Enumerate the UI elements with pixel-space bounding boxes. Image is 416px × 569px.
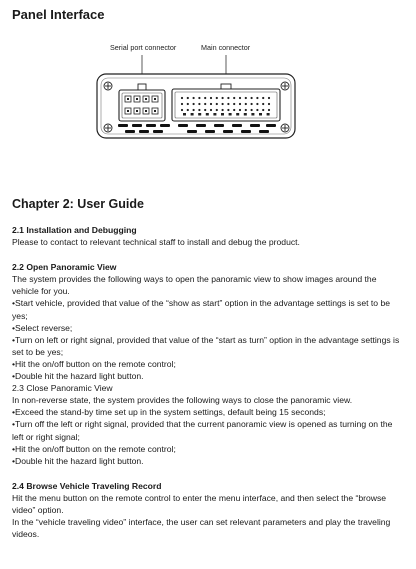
connector-pin: [229, 113, 232, 116]
connector-pin: [268, 103, 270, 105]
connector-pin: [183, 113, 186, 116]
latch-tab: [160, 124, 170, 127]
section-line: •Hit the on/off button on the remote control;: [12, 358, 176, 369]
connector-pin: [193, 109, 195, 111]
section-line: •Hit the on/off button on the remote control;: [12, 443, 176, 454]
section-line: •Double hit the hazard light button.: [12, 371, 144, 382]
section-line: Hit the menu button on the remote control to enter the menu interface, and then select the “browse video” option.: [12, 492, 387, 515]
latch-tab: [125, 130, 135, 133]
connector-pin: [210, 97, 212, 99]
screw-top-right-icon: [281, 82, 289, 90]
connector-pin: [262, 109, 264, 111]
section-line: •Start vehicle, provided that value of the “show as start” option in the advantage settings is set to be yes;: [12, 298, 391, 321]
latch-tab: [139, 130, 149, 133]
guide-section: [12, 261, 404, 467]
guide-section: [12, 480, 404, 540]
main-connector-label: Main connector: [201, 43, 251, 52]
section-heading: 2.4 Browse Vehicle Traveling Record: [12, 480, 162, 491]
latch-tab: [118, 124, 128, 127]
section-line: 2.3 Close Panoramic View: [12, 383, 113, 394]
connector-pin: [239, 103, 241, 105]
section-heading: 2.2 Open Panoramic View: [12, 262, 117, 273]
connector-pin: [268, 109, 270, 111]
connector-pin: [256, 109, 258, 111]
connector-pin: [204, 109, 206, 111]
screw-bottom-right-icon: [281, 124, 289, 132]
section-line: Please to contact to relevant technical staff to install and debug the product.: [12, 237, 300, 248]
latch-tab: [178, 124, 188, 127]
connector-pin: [251, 113, 254, 116]
latch-tab: [214, 124, 224, 127]
connector-pin: [268, 97, 270, 99]
section-line: •Turn off the left or right signal, provided that the current panoramic view is opened as turning on the left or right signal;: [12, 419, 393, 442]
connector-pin: [193, 103, 195, 105]
connector-pin: [227, 103, 229, 105]
main-connector: [172, 84, 280, 121]
section-line: In non-reverse state, the system provides the following ways to close the panoramic view.: [12, 395, 353, 406]
connector-pin: [262, 97, 264, 99]
connector-pin: [259, 113, 262, 116]
connector-pin: [236, 113, 239, 116]
connector-pin: [251, 109, 253, 111]
connector-pin: [239, 109, 241, 111]
latch-tab: [187, 130, 197, 133]
connector-pin: [216, 109, 218, 111]
connector-pin: [222, 97, 224, 99]
chapter-title: Chapter 2: User Guide: [12, 197, 144, 211]
connector-pin: [216, 97, 218, 99]
connector-pin: [251, 103, 253, 105]
serial-port-connector: [119, 84, 165, 121]
connector-pin: [262, 103, 264, 105]
latch-tab: [146, 124, 156, 127]
connector-pin: [198, 109, 200, 111]
connector-pin: [256, 103, 258, 105]
connector-pin: [233, 97, 235, 99]
connector-pin: [187, 109, 189, 111]
panel-interface-title: Panel Interface: [12, 7, 105, 22]
latch-tab: [241, 130, 251, 133]
connector-pin: [244, 113, 247, 116]
connector-pin: [198, 113, 201, 116]
latch-tab: [153, 130, 163, 133]
connector-pin: [206, 113, 209, 116]
latch-tab: [132, 124, 142, 127]
connector-pin: [193, 97, 195, 99]
connector-pin: [267, 113, 270, 116]
section-line: •Select reverse;: [12, 322, 73, 333]
connector-pin: [181, 103, 183, 105]
connector-pin: [245, 97, 247, 99]
guide-section: [12, 224, 404, 248]
connector-pin: [210, 103, 212, 105]
connector-pin: [210, 109, 212, 111]
connector-pin: [233, 103, 235, 105]
section-line: •Turn on left or right signal, provided that value of the “start as turn” option in the advantage settings is set to be yes;: [12, 334, 400, 357]
screw-top-left-icon: [104, 82, 112, 90]
connector-pin: [251, 97, 253, 99]
section-line: •Exceed the stand-by time set up in the system settings, default being 15 seconds;: [12, 407, 326, 418]
connector-pin: [245, 109, 247, 111]
connector-pin: [204, 97, 206, 99]
latch-tab: [205, 130, 215, 133]
user-guide-content: [12, 224, 404, 540]
section-heading: 2.1 Installation and Debugging: [12, 225, 137, 235]
connector-pin: [187, 97, 189, 99]
latch-tab: [250, 124, 260, 127]
connector-pin: [204, 103, 206, 105]
section-line: The system provides the following ways to open the panoramic view to show images around the vehicle for you.: [12, 274, 377, 297]
connector-pin: [198, 103, 200, 105]
connector-pin: [239, 97, 241, 99]
connector-pin: [181, 109, 183, 111]
connector-pin: [233, 109, 235, 111]
latch-tab: [196, 124, 206, 127]
connector-pin: [191, 113, 194, 116]
serial-port-connector-label: Serial port connector: [110, 43, 177, 52]
connector-pin: [222, 103, 224, 105]
connector-pin: [222, 109, 224, 111]
connector-pin: [216, 103, 218, 105]
latch-tab: [223, 130, 233, 133]
connector-pin: [181, 97, 183, 99]
connector-pin: [221, 113, 224, 116]
connector-pin: [198, 97, 200, 99]
section-line: In the “vehicle traveling video” interface, the user can set relevant parameters and play the traveling videos.: [12, 517, 391, 540]
latch-tab: [266, 124, 276, 127]
latch-tab: [259, 130, 269, 133]
connector-pin: [213, 113, 216, 116]
connector-pin: [187, 103, 189, 105]
panel-connector-diagram: [0, 0, 416, 150]
connector-pin: [256, 97, 258, 99]
latch-tab: [232, 124, 242, 127]
connector-pin: [227, 109, 229, 111]
connector-pin: [245, 103, 247, 105]
section-line: •Double hit the hazard light button.: [12, 455, 144, 466]
connector-pin: [227, 97, 229, 99]
screw-bottom-left-icon: [104, 124, 112, 132]
